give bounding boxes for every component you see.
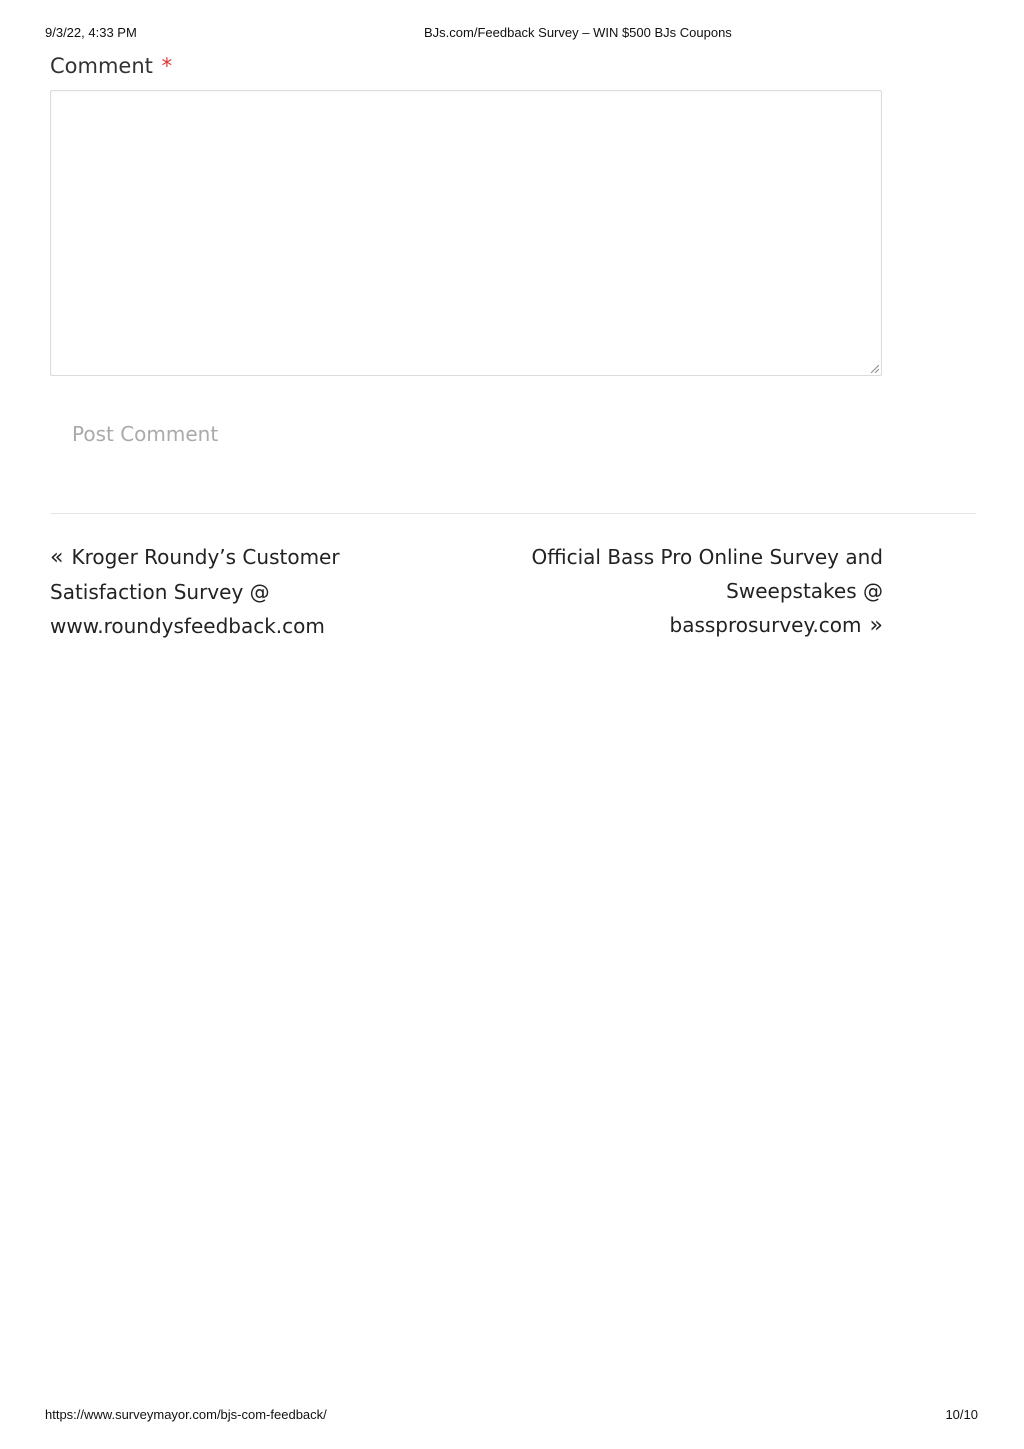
- post-comment-button[interactable]: Post Comment: [50, 413, 240, 455]
- divider: [50, 513, 976, 514]
- print-header-date: 9/3/22, 4:33 PM: [45, 25, 137, 40]
- print-footer-url: https://www.surveymayor.com/bjs-com-feedback/: [45, 1407, 327, 1422]
- comment-textarea[interactable]: [50, 90, 882, 376]
- previous-post-link[interactable]: [50, 540, 450, 643]
- double-chevron-left-icon: «: [50, 545, 64, 570]
- next-post-link[interactable]: [510, 540, 883, 643]
- comment-label-text: Comment: [50, 54, 153, 78]
- double-chevron-right-icon: »: [869, 613, 883, 638]
- comment-label: [50, 54, 172, 78]
- previous-post-title: Kroger Roundy’s Customer Satisfaction Survey @ www.roundysfeedback.com: [50, 545, 340, 638]
- print-header-title: BJs.com/Feedback Survey – WIN $500 BJs Coupons: [424, 25, 732, 40]
- required-star: *: [161, 54, 173, 78]
- print-footer-page-number: 10/10: [945, 1407, 978, 1422]
- next-post-title: Official Bass Pro Online Survey and Sweepstakes @ bassprosurvey.com: [531, 545, 883, 637]
- resize-grip-icon[interactable]: [869, 363, 879, 373]
